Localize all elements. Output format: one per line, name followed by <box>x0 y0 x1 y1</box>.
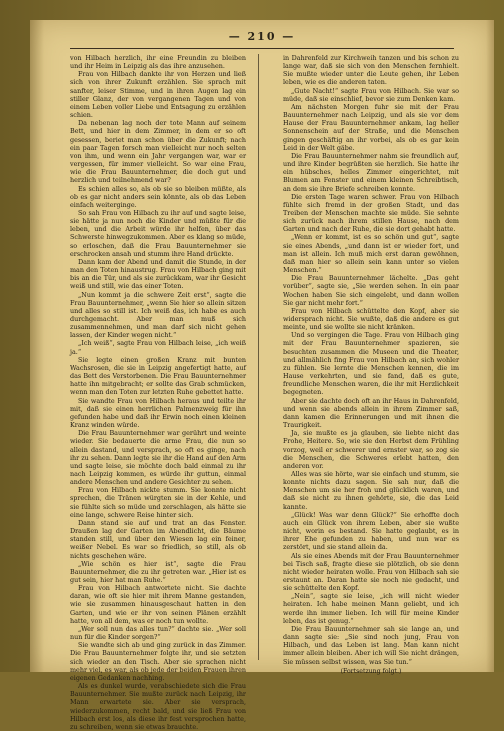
header-rule <box>70 48 454 49</box>
left-paragraph: „Wie schön es hier ist“, sagte die Frau Bauunternehmer, die zu ihr getreten war. „Hier ist es gut sein, hier hat man Ruhe.“ <box>70 559 246 584</box>
right-paragraph: Am nächsten Morgen fuhr sie mit der Frau Bauunternehmer nach Leipzig, und als sie vor dem Hause der Frau Bauunternehmer ankam, lag heller Sonnenschein auf der Straße, und die Menschen gingen geschäftig an ihr vorbei, als ob es gar kein Leid in der Welt gäbe. <box>283 102 459 152</box>
right-paragraph: „Gute Nacht!“ sagte Frau von Hilbach. Sie war so müde, daß sie einschlief, bevor sie zum Denken kam. <box>283 86 459 103</box>
left-paragraph: Frau von Hilbach antwortete nicht. Sie dachte daran, wie oft sie hier mit ihrem Manne gestanden, wie sie zusammen hinausgeschaut hatten in den Garten, und wie er ihr von seinen Plänen erzählt hatte, von all dem, was er noch tun wollte. <box>70 584 246 625</box>
right-paragraph: „Wenn er kommt, ist es so schön und gut“, sagte sie eines Abends, „und dann ist er wieder fort, und man ist allein. Ich muß mich erst daran gewöhnen, daß man hier so allein sein kann unter so vielen Menschen.“ <box>283 233 459 275</box>
left-paragraph: Es schien alles so, als ob sie so bleiben müßte, als ob es gar nicht anders sein könnte, als ob das Leben einfach weiterginge. <box>70 184 246 209</box>
right-paragraph: Die Frau Bauunternehmer nahm sie freundlich auf, und ihre Kinder begrüßten sie herzlich. Sie hatte ihr ein hübsches, helles Zimmer eingerichtet, mit Blumen am Fenster und einem kleinen Schreibtisch, an dem sie ihre Briefe schreiben konnte. <box>283 151 459 193</box>
right-paragraph: „Nein“, sagte sie leise, „ich will nicht wieder heiraten. Ich habe meinen Mann geliebt, und ich werde ihn immer lieben. Ich will für meine Kinder leben, das ist genug.“ <box>283 592 459 625</box>
right-paragraph: Die Frau Bauunternehmer sah sie lange an, und dann sagte sie: „Sie sind noch jung, Frau von Hilbach, und das Leben ist lang. Man kann nicht immer allein bleiben. Aber ich will Sie nicht drängen, Sie müssen selbst wissen, was Sie tun.“ <box>283 624 459 666</box>
left-paragraph: Als es dunkel wurde, verabschiedete sich die Frau Bauunternehmer. Sie mußte zurück nach Leipzig, ihr Mann erwartete sie. Aber sie versprach, wiederzukommen, recht bald, und sie ließ Frau von Hilbach erst los, als diese ihr fest versprochen hatte, zu schreiben, wenn sie etwas brauchte. <box>70 682 246 731</box>
left-paragraph: Sie wandte Frau von Hilbach heraus und teilte ihr mit, daß sie einen herrlichen Palmenzweig für ihn gefunden habe und daß ihr Erwin noch einen kleinen Kranz winden würde. <box>70 396 246 430</box>
right-paragraph: Und so vergingen die Tage. Frau von Hilbach ging mit der Frau Bauunternehmer spazieren, sie besuchten zusammen die Museen und die Theater, und allmählich fing Frau von Hilbach an, sich wohler zu fühlen. Sie lernte die Menschen kennen, die im Hause verkehrten, und sie fand, daß es gute, freundliche Menschen waren, die ihr mit Herzlichkeit begegneten. <box>283 331 459 397</box>
right-paragraph: Die Frau Bauunternehmer lächelte. „Das geht vorüber“, sagte sie, „Sie werden sehen. In ein paar Wochen haben Sie sich eingelebt, und dann wollen Sie gar nicht mehr fort.“ <box>283 274 459 307</box>
left-paragraph: „Wer soll nun das alles tun?“ dachte sie. „Wer soll nun für die Kinder sorgen?“ <box>70 624 246 642</box>
left-paragraph: Frau von Hilbach nickte stumm. Sie konnte nicht sprechen, die Tränen würgten sie in der Kehle, und sie fühlte sich so müde und zerschlagen, als hätte sie eine lange, schwere Reise hinter sich. <box>70 486 246 519</box>
left-paragraph: Sie legte einen großen Kranz mit bunten Wachsrosen, die sie in Leipzig angefertigt hatte, auf das Bett des Verstorbenen. Die Frau Bauunternehmer hatte ihn mitgebracht; er sollte das Grab schmücken, wenn man den Toten zur letzten Ruhe gebettet hatte. <box>70 355 246 397</box>
page-binding-shadow <box>30 20 44 672</box>
book-page <box>30 20 494 731</box>
right-paragraph: „Glück! Was war denn Glück?“ Sie erhoffte doch auch ein Glück von ihrem Leben, aber sie wußte nicht, worin es bestand. Sie hatte geglaubt, es in ihrer Ehe gefunden zu haben, und nun war es zerstört, und sie stand allein da. <box>283 510 459 552</box>
left-paragraph: Dann kam der Abend und damit die Stunde, in der man den Toten hinaustrug. Frau von Hilbach ging mit bis an die Tür, und als sie zurückkam, war ihr Gesicht weiß und still, wie das einer Toten. <box>70 257 246 291</box>
left-paragraph: Frau von Hilbach dankte ihr von Herzen und ließ sich von ihrer Zukunft erzählen. Sie sprach mit sanfter, leiser Stimme, und in ihren Augen lag ein stiller Glanz, der von vergangenen Tagen und von einem Leben voller Liebe und Entsagung zu erzählen schien. <box>70 70 246 120</box>
right-paragraph: in Dahrenfeld zur Kirchweih tanzen und bis schon zu lange war, daß sie sich von den Menschen fernhielt. Sie mußte wieder unter die Leute gehen, ihr Leben leben, wie es die anderen taten. <box>283 54 459 87</box>
right-column <box>283 54 459 675</box>
left-paragraph: So sah Frau von Hilbach zu ihr auf und sagte leise, sie hätte ja nun noch die Kinder und müßte für die leben, und die Arbeit würde ihr helfen, über das Schwerste hinwegzukommen. Aber es klang so müde, so erloschen, daß die Frau Bauunternehmer sie erschrocken ansah und stumm ihre Hand drückte. <box>70 208 246 258</box>
right-paragraph: Alles was sie hörte, war sie einfach und stumm, sie konnte nichts dazu sagen. Sie sah nur, daß die Menschen um sie her froh und glücklich waren, und daß sie nicht zu ihnen gehörte, sie, die das Leid kannte. <box>283 469 459 511</box>
left-paragraph: Die Frau Bauunternehmer war gerührt und weinte wieder. Sie bedauerte die arme Frau, die nun so allein dastand, und versprach, so oft es ginge, nach ihr zu sehen. Dann legte sie ihr die Hand auf den Arm und sagte leise, sie möchte doch bald einmal zu ihr nach Leipzig kommen, es würde ihr guttun, einmal andere Menschen und andere Gesichter zu sehen. <box>70 429 246 487</box>
right-paragraph: Die ersten Tage waren schwer. Frau von Hilbach fühlte sich fremd in der großen Stadt, und das Treiben der Menschen machte sie müde. Sie sehnte sich zurück nach ihrem stillen Hause, nach dem Garten und nach der Ruhe, die sie dort gehabt hatte. <box>283 192 459 234</box>
left-paragraph: „Ich weiß“, sagte Frau von Hilbach leise, „ich weiß ja.“ <box>70 339 246 356</box>
right-paragraph: Ja, sie mußte es ja glauben, sie liebte nicht das Frohe, Heitere. So, wie sie den Herbst dem Frühling vorzog, weil er schwerer und ernster war, so zog sie die Menschen, die Schweres erlebt hatten, den anderen vor. <box>283 429 459 470</box>
continuation-note: (Fortsetzung folgt.) <box>340 667 402 675</box>
column-divider <box>258 54 259 660</box>
right-paragraph: Frau von Hilbach schüttelte den Kopf, aber sie widersprach nicht. Sie wußte, daß die andere es gut meinte, und sie wollte sie nicht kränken. <box>283 306 459 332</box>
left-paragraph: Sie wandte sich ab und ging zurück in das Zimmer. Die Frau Bauunternehmer folgte ihr, und sie setzten sich wieder an den Tisch. Aber sie sprachen nicht mehr viel, es war, als ob jede der beiden Frauen ihren eigenen Gedanken nachhing. <box>70 641 246 682</box>
page-edge-shadow <box>486 20 494 672</box>
left-paragraph: Dann stand sie auf und trat an das Fenster. Draußen lag der Garten im Abendlicht, die Bäume standen still, und über den Wiesen lag ein feiner, weißer Nebel. Es war so friedlich, so still, als ob nichts geschehen wäre. <box>70 518 246 560</box>
page-number: — 210 — <box>228 30 296 43</box>
left-paragraph: Da nebenan lag noch der tote Mann auf seinem Bett, und hier in dem Zimmer, in dem er so oft gesessen, beriet man schon über die Zukunft; nach ein paar Tagen forsch man vielleicht nur noch selten von ihm, und wenn ein Jahr vergangen war, war er vergessen, für immer vielleicht. So war eine Frau, wie die Frau Bauunternehmer, die doch gut und herzlich und teilnehmend war? <box>70 119 246 185</box>
right-paragraph: Als sie eines Abends mit der Frau Bauunternehmer bei Tisch saß, fragte diese sie plötzlich, ob sie denn nicht wieder heiraten wolle. Frau von Hilbach sah sie erstaunt an. Daran hatte sie noch nie gedacht, und sie schüttelte den Kopf. <box>283 551 459 593</box>
left-paragraph: von Hilbach herzlich, ihr eine Freundin zu bleiben und ihr Heim in Leipzig als das ihre anzusehen. <box>70 54 246 71</box>
left-column <box>70 54 246 731</box>
right-paragraph: Aber sie dachte doch oft an ihr Haus in Dahrenfeld, und wenn sie abends allein in ihrem Zimmer saß, dann kamen die Erinnerungen und mit ihnen die Traurigkeit. <box>283 396 459 430</box>
left-paragraph: „Nun kommt ja die schwere Zeit erst“, sagte die Frau Bauunternehmer, „wenn Sie hier so allein sitzen und alles so still ist. Ich weiß das, ich habe es auch durchgemacht. Aber man muß sich zusammennehmen, und man darf sich nicht gehen lassen, der Kinder wegen nicht.“ <box>70 290 246 340</box>
